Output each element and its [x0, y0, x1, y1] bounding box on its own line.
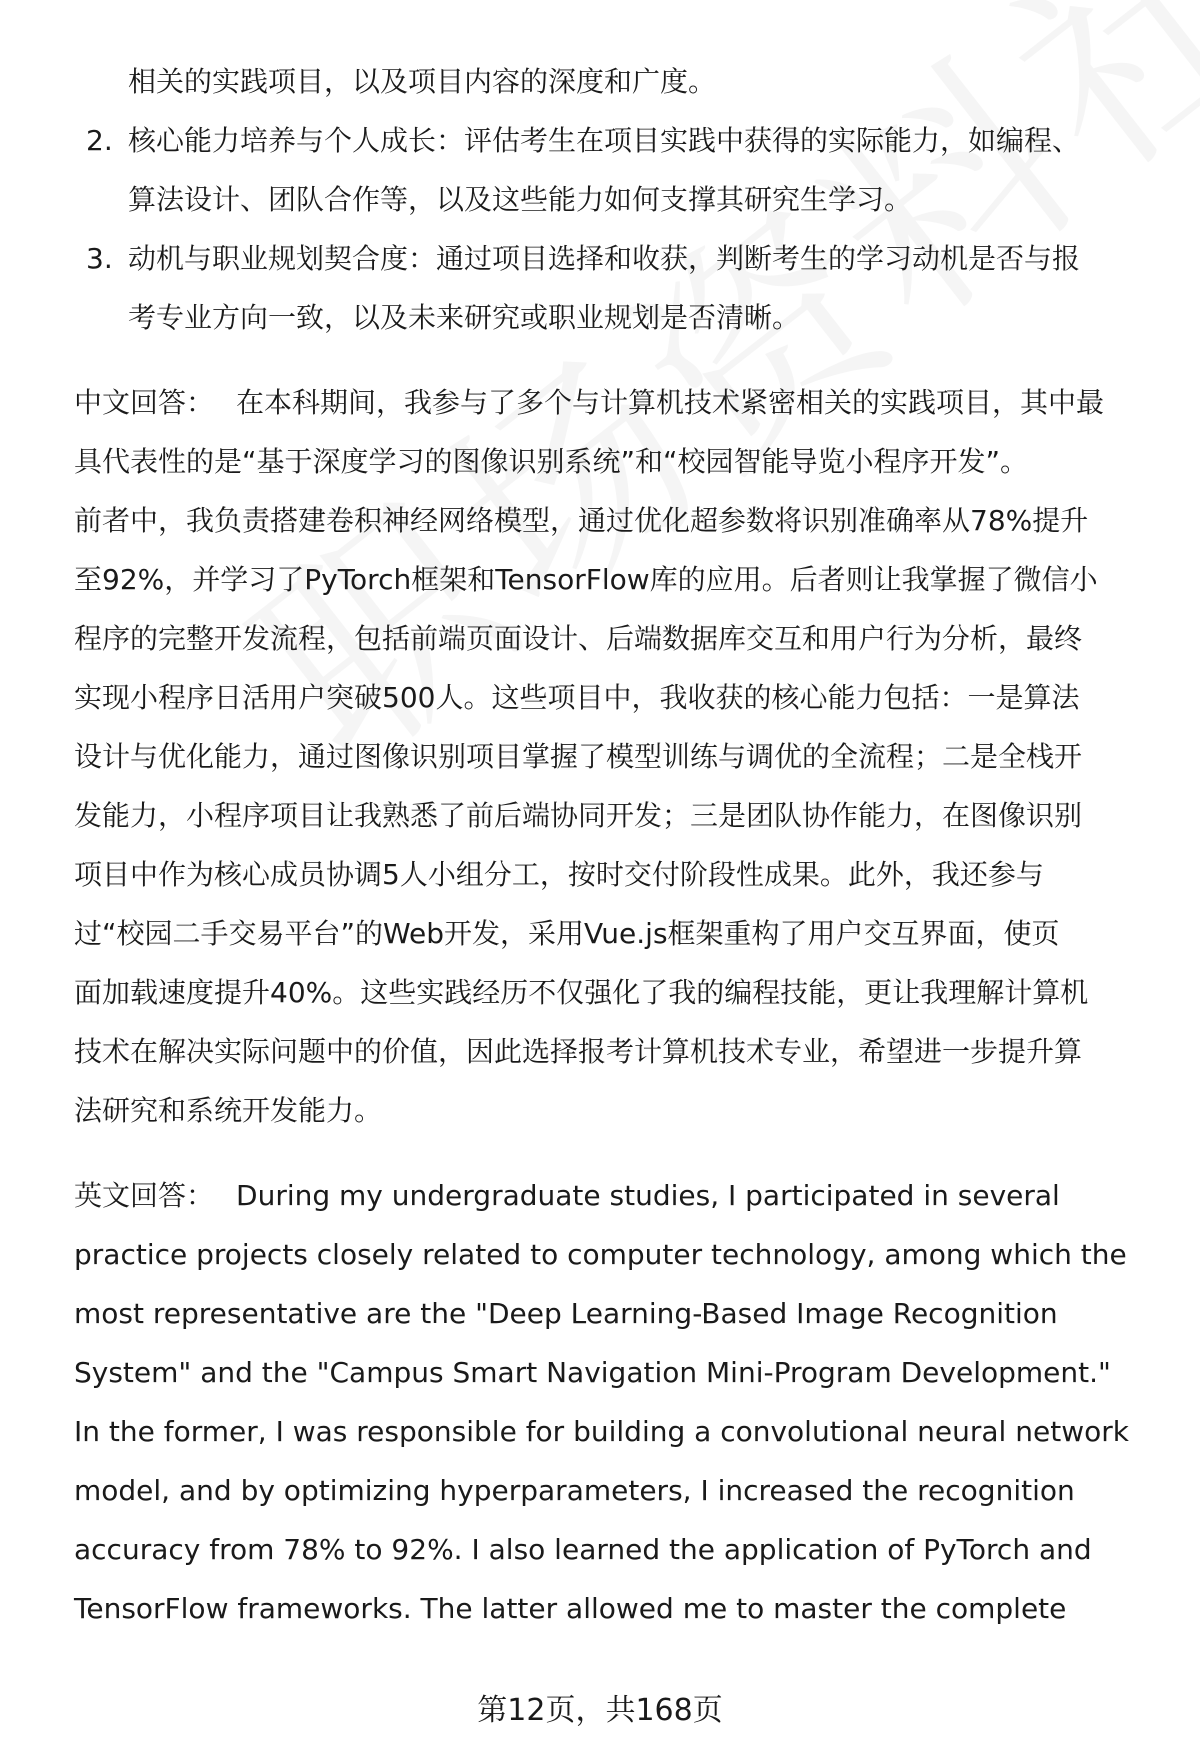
paragraph-line: 过“校园二手交易平台”的Web开发，采用Vue.js框架重构了用户交互界面，使页 [74, 917, 1060, 950]
paragraph-line: 程序的完整开发流程，包括前端页面设计、后端数据库交互和用户行为分析，最终 [74, 622, 1083, 655]
chinese-answer [74, 373, 1159, 1140]
paragraph-line: 在本科期间，我参与了多个与计算机技术紧密相关的实践项目，其中最 [236, 386, 1105, 419]
paragraph-line: model, and by optimizing hyperparameters, I increased the recognition [74, 1474, 1075, 1507]
paragraph-line: 设计与优化能力，通过图像识别项目掌握了模型训练与调优的全流程；二是全栈开 [74, 740, 1083, 773]
paragraph-line: During my undergraduate studies, I participated in several [236, 1179, 1060, 1212]
paragraph-line: accuracy from 78% to 92%. I also learned the application of PyTorch and [74, 1533, 1092, 1566]
criteria-list [74, 52, 1159, 347]
list-item [74, 111, 1159, 229]
paragraph-line: 项目中作为核心成员协调5人小组分工，按时交付阶段性成果。此外，我还参与 [74, 858, 1044, 891]
paragraph-line: 具代表性的是“基于深度学习的图像识别系统”和“校园智能导览小程序开发”。 [74, 445, 1029, 478]
list-item [74, 229, 1159, 347]
paragraph-line: 前者中，我负责搭建卷积神经网络模型，通过优化超参数将识别准确率从78%提升 [74, 504, 1089, 537]
paragraph-line: 面加载速度提升40%。这些实践经历不仅强化了我的编程技能，更让我理解计算机 [74, 976, 1089, 1009]
list-item-line: 动机与职业规划契合度：通过项目选择和收获，判断考生的学习动机是否与报 [128, 242, 1081, 275]
list-continuation: 相关的实践项目，以及项目内容的深度和广度。 [128, 65, 717, 98]
paragraph-line: 技术在解决实际问题中的价值，因此选择报考计算机技术专业，希望进一步提升算 [74, 1035, 1083, 1068]
paragraph-line: System" and the "Campus Smart Navigation Mini-Program Development." [74, 1356, 1111, 1389]
page-number: 第12页，共168页 [477, 1693, 723, 1728]
list-item-line: 核心能力培养与个人成长：评估考生在项目实践中获得的实际能力，如编程、 [128, 124, 1081, 157]
paragraph-line: 实现小程序日活用户突破500人。这些项目中，我收获的核心能力包括：一是算法 [74, 681, 1080, 714]
list-item-line: 算法设计、团队合作等，以及这些能力如何支撑其研究生学习。 [128, 183, 913, 216]
page-content [74, 52, 1159, 1638]
list-item-line: 考专业方向一致，以及未来研究或职业规划是否清晰。 [128, 301, 801, 334]
chinese-answer-label: 中文回答： [74, 386, 215, 419]
paragraph-line: most representative are the "Deep Learning-Based Image Recognition [74, 1297, 1058, 1330]
paragraph-line: practice projects closely related to computer technology, among which the [74, 1238, 1127, 1271]
list-number: 3. [86, 242, 113, 275]
paragraph-line: 法研究和系统开发能力。 [74, 1094, 383, 1127]
paragraph-line: 发能力，小程序项目让我熟悉了前后端协同开发；三是团队协作能力，在图像识别 [74, 799, 1083, 832]
english-answer-label: 英文回答： [74, 1179, 215, 1212]
list-number: 2. [86, 124, 113, 157]
english-answer [74, 1166, 1159, 1638]
paragraph-line: 至92%，并学习了PyTorch框架和TensorFlow库的应用。后者则让我掌握了微信小 [74, 563, 1098, 596]
paragraph-line: TensorFlow frameworks. The latter allowed me to master the complete [74, 1592, 1067, 1625]
paragraph-line: In the former, I was responsible for building a convolutional neural network [74, 1415, 1129, 1448]
